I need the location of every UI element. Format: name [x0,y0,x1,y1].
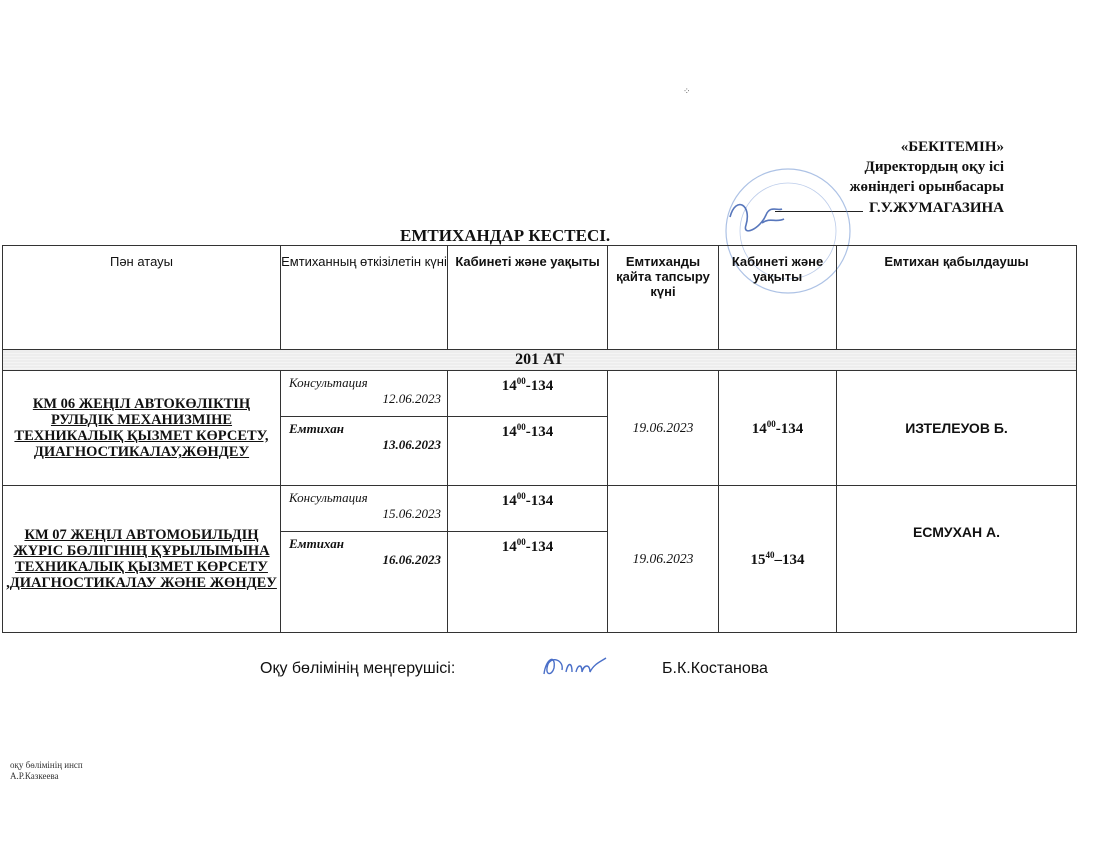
group-row [3,350,1077,371]
room-number: –134 [774,551,805,568]
consultation-room-time [448,371,608,417]
time-hour: 14 [751,420,767,437]
consultation-cell [281,486,448,532]
col-header-retake-date: Емтиханды қайта тапсыру күні [608,246,719,350]
inspector-position: оқу бөлімінің инсп [10,760,83,770]
time-hour: 14 [501,424,517,440]
col-header-exam-date: Емтиханның өткізілетін күні [281,246,448,350]
room-number: -134 [775,420,804,437]
retake-date: 19.06.2023 [608,486,719,633]
col-header-retake-room-time: Кабинеті және уақыты [719,246,837,350]
inspector-note [10,760,83,782]
table-row [3,371,1077,417]
page-title: ЕМТИХАНДАР КЕСТЕСІ. [400,226,611,245]
col-header-subject: Пән атауы [3,246,281,350]
time-minutes: 00 [516,422,526,432]
inspector-name: А.Р.Казкеева [10,771,59,781]
examiner-name: ЕСМУХАН А. [837,486,1077,633]
time-minutes: 00 [516,537,526,547]
consultation-room-time [448,486,608,532]
footer-position: Оқу бөлімінің меңгерушісі: [260,660,456,677]
time-minutes: 00 [516,376,526,386]
time-minutes: 00 [766,418,776,429]
exam-room-time [448,417,608,486]
col-header-examiner: Емтихан қабылдаушы [837,246,1077,350]
retake-room-time [719,371,837,486]
time-hour: 14 [501,493,517,509]
approval-position-line2: жөніндегі орынбасары [849,179,1004,195]
consultation-date: 12.06.2023 [382,391,441,406]
group-label: 201 АТ [3,350,1077,371]
table-row [3,486,1077,532]
consultation-label: Консультация [289,490,368,505]
table-header-row [3,246,1077,350]
consultation-cell [281,371,448,417]
exam-date: 16.06.2023 [382,552,441,567]
exam-label: Емтихан [289,536,344,551]
room-number: -134 [525,424,554,440]
room-number: -134 [525,493,554,509]
exam-schedule-table [2,245,1077,633]
room-number: -134 [525,539,554,555]
subject-name: КМ 07 ЖЕҢІЛ АВТОМОБИЛЬДІҢ ЖҮРІС БӨЛІГІНІҢ ҚҰРЫЛЫМЫНА ТЕХНИКАЛЫҚ ҚЫЗМЕТ КӨРСЕТУ ,ДИАГНОСТИКАЛАУ ЖӘНЕ ЖӨНДЕУ [3,486,281,633]
exam-label: Емтихан [289,421,344,436]
exam-cell [281,417,448,486]
consultation-date: 15.06.2023 [382,506,441,521]
approval-title: «БЕКІТЕМІН» [900,139,1004,155]
time-hour: 14 [501,378,517,394]
time-minutes: 00 [516,491,526,501]
subject-name: КМ 06 ЖЕҢІЛ АВТОКӨЛІКТІҢ РУЛЬДІК МЕХАНИЗМІНЕ ТЕХНИКАЛЫҚ ҚЫЗМЕТ КӨРСЕТУ, ДИАГНОСТИКАЛАУ,ЖӨНДЕУ [3,371,281,486]
exam-cell [281,532,448,633]
consultation-label: Консультация [289,375,368,390]
room-number: -134 [525,378,554,394]
exam-room-time [448,532,608,633]
time-hour: 14 [501,539,517,555]
time-minutes: 40 [765,549,775,560]
exam-date: 13.06.2023 [382,437,441,452]
approval-name: Г.У.ЖУМАГАЗИНА [869,200,1004,216]
approval-position-line1: Директордың оқу ісі [864,159,1004,175]
scan-speck: ⁘ [683,86,691,96]
time-hour: 15 [750,551,766,568]
retake-room-time [719,486,837,633]
footer-signer-name: Б.К.Костанова [662,660,768,677]
retake-date: 19.06.2023 [608,371,719,486]
examiner-name: ИЗТЕЛЕУОВ Б. [837,371,1077,486]
col-header-room-time: Кабинеті және уақыты [448,246,608,350]
handwritten-signature-icon [540,650,610,680]
